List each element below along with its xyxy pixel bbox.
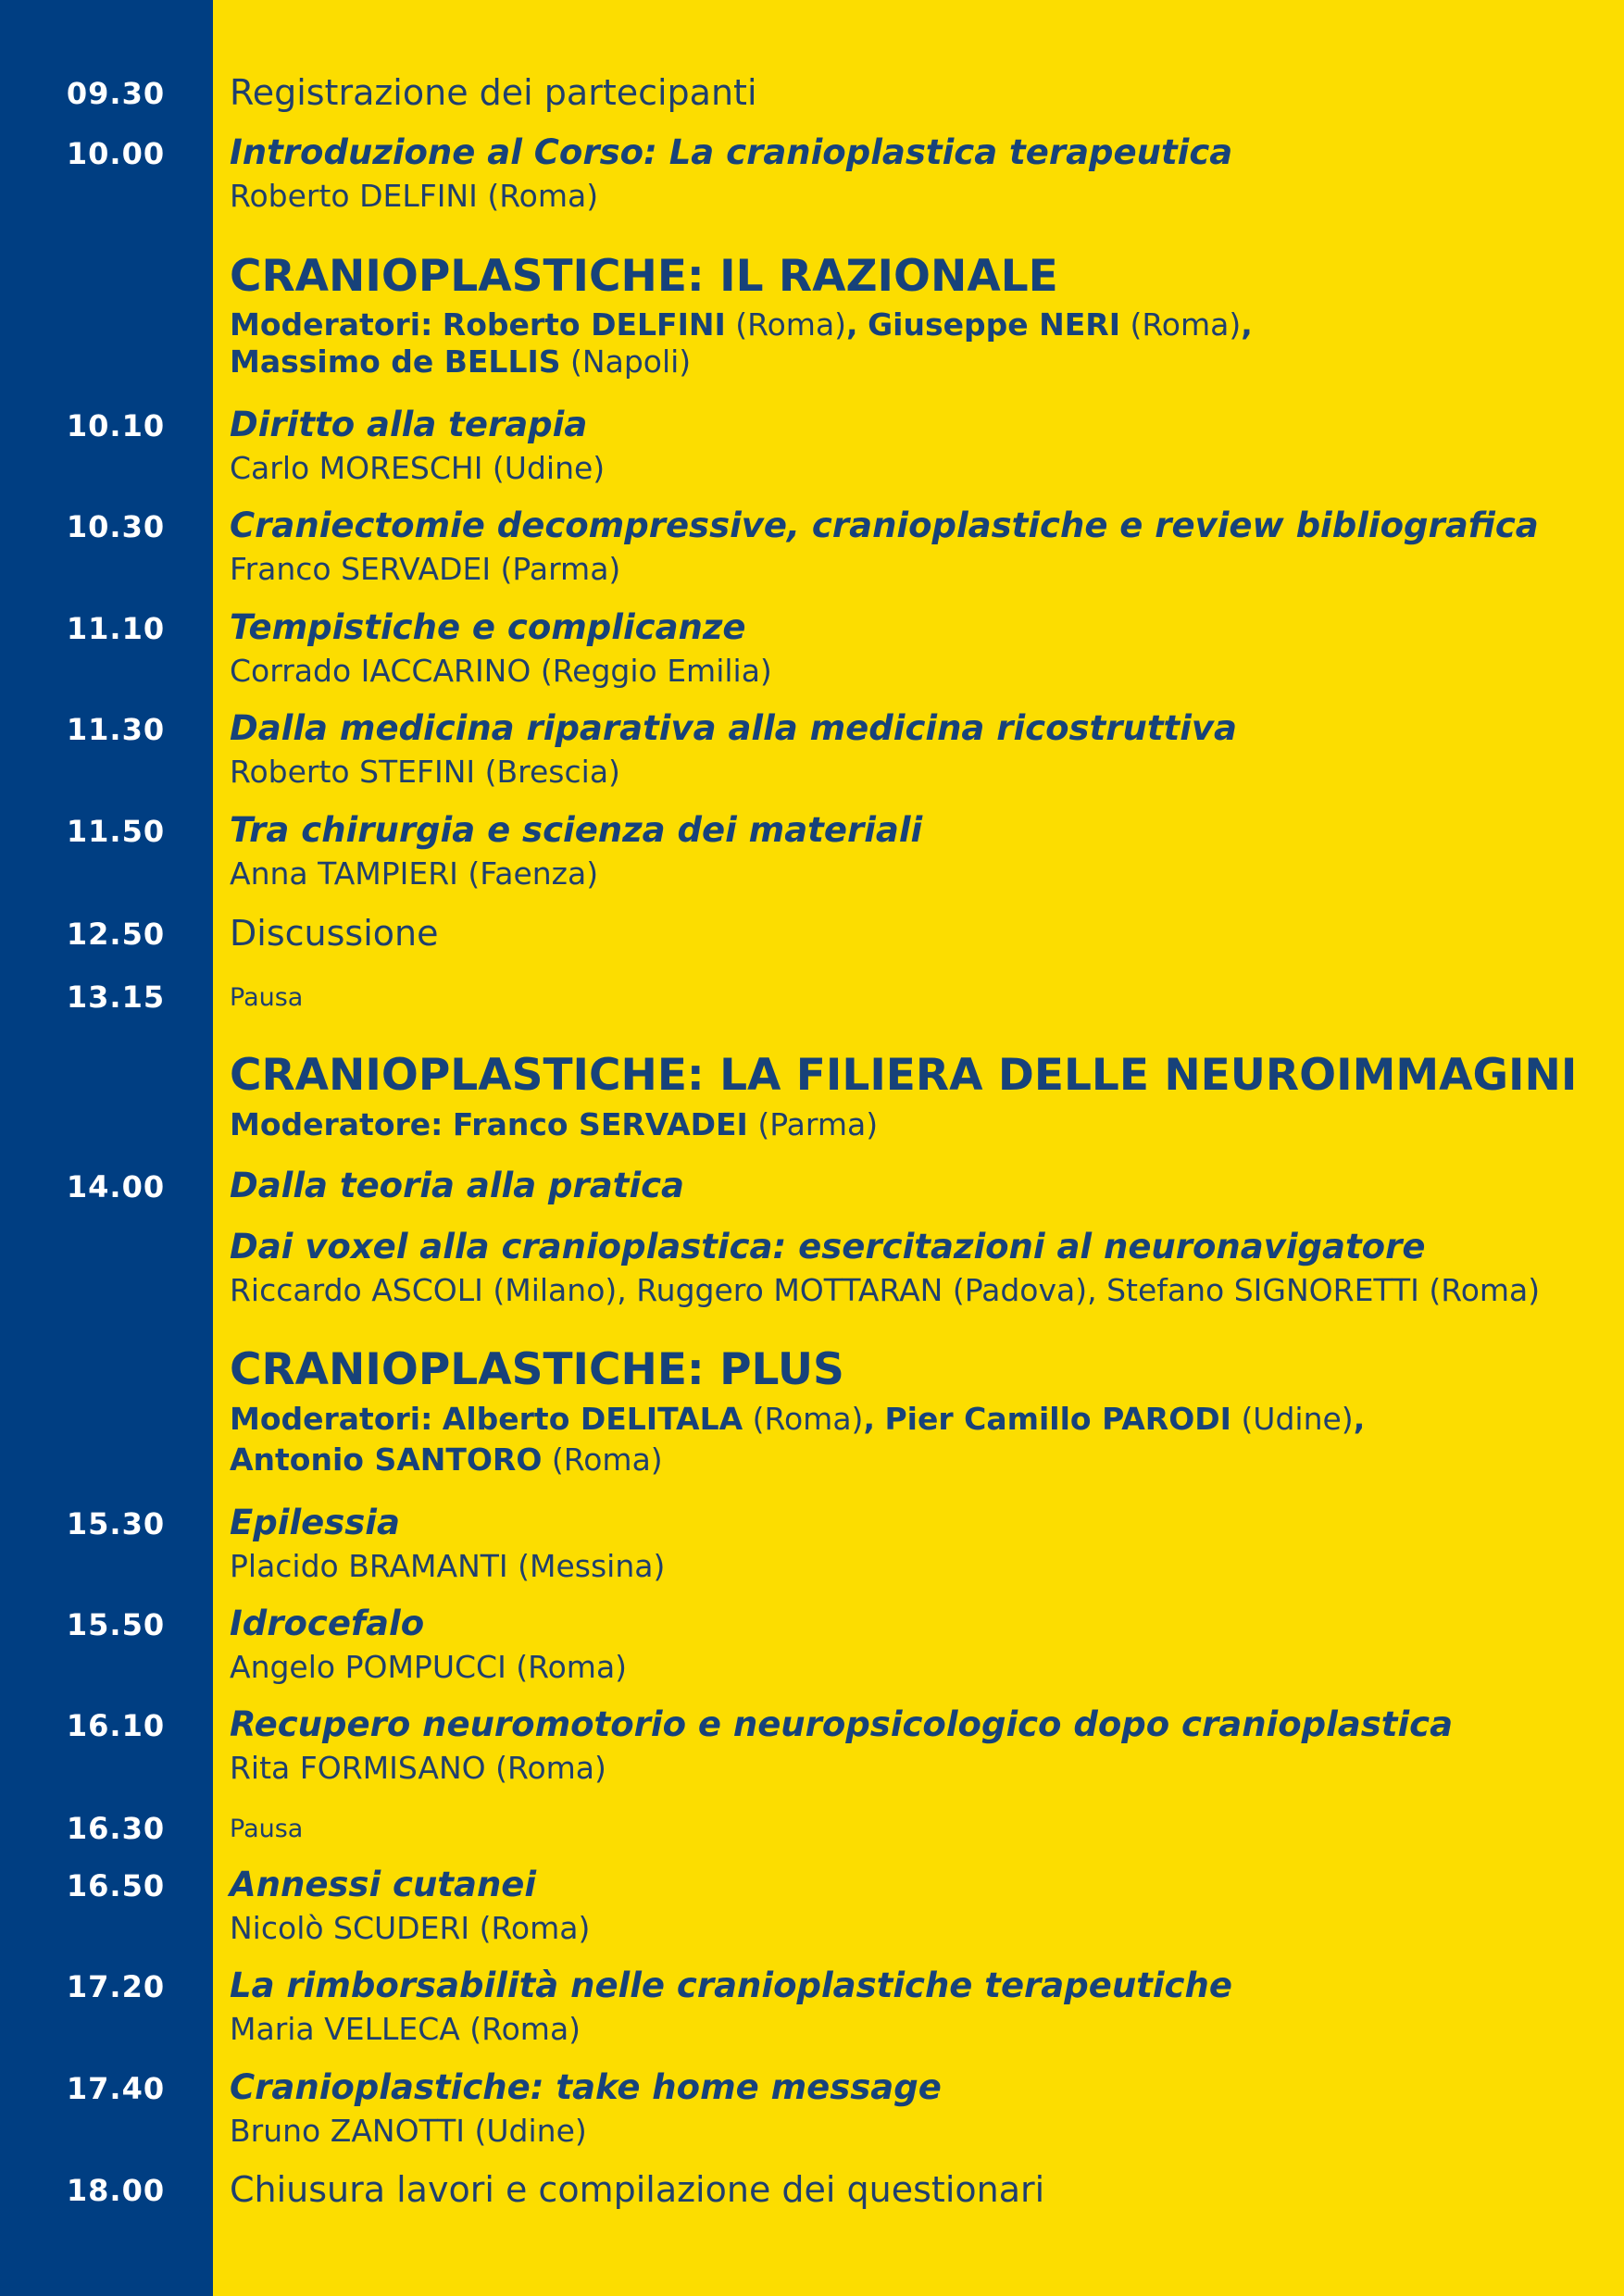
time-label: 12.50	[66, 917, 166, 952]
talk-title: Tempistiche e complicanze	[230, 607, 746, 647]
talk-title: Craniectomie decompressive, cranioplastiche e review bibliografica	[230, 505, 1539, 545]
time-label: 14.00	[66, 1169, 166, 1204]
moderators-line: Moderatori: Alberto DELITALA (Roma), Pier Camillo PARODI (Udine),	[230, 1401, 1366, 1437]
time-label: 11.30	[66, 712, 166, 747]
talk-speaker: Roberto DELFINI (Roma)	[230, 178, 599, 214]
section-heading: CRANIOPLASTICHE: PLUS	[230, 1344, 844, 1395]
talk-title: La rimborsabilità nelle cranioplastiche terapeutiche	[230, 1965, 1232, 2005]
time-label: 10.10	[66, 408, 166, 443]
time-label: 11.10	[66, 611, 166, 646]
time-label: 17.40	[66, 2071, 166, 2106]
talk-speaker: Corrado IACCARINO (Reggio Emilia)	[230, 653, 772, 689]
time-label: 18.00	[66, 2173, 166, 2208]
talk-speaker: Nicolò SCUDERI (Roma)	[230, 1910, 591, 1946]
talk-title: Diritto alla terapia	[230, 405, 588, 444]
talk-speaker: Angelo POMPUCCI (Roma)	[230, 1649, 628, 1685]
moderators-line: Moderatori: Roberto DELFINI (Roma), Giuseppe NERI (Roma),	[230, 306, 1253, 343]
talk-title: Epilessia	[230, 1503, 400, 1542]
schedule-text: Discussione	[230, 913, 439, 954]
talk-title: Cranioplastiche: take home message	[230, 2067, 942, 2107]
time-label: 15.30	[66, 1506, 166, 1541]
talk-speaker: Riccardo ASCOLI (Milano), Ruggero MOTTARAN (Padova), Stefano SIGNORETTI (Roma)	[230, 1272, 1541, 1308]
talk-speaker: Rita FORMISANO (Roma)	[230, 1750, 606, 1786]
time-label: 11.50	[66, 814, 166, 849]
break-label: Pausa	[230, 1815, 304, 1843]
talk-speaker: Placido BRAMANTI (Messina)	[230, 1548, 666, 1584]
moderators-line: Massimo de BELLIS (Napoli)	[230, 343, 692, 380]
talk-title: Tra chirurgia e scienza dei materiali	[230, 810, 923, 850]
talk-speaker: Bruno ZANOTTI (Udine)	[230, 2113, 587, 2149]
time-label: 15.50	[66, 1607, 166, 1642]
talk-title: Recupero neuromotorio e neuropsicologico dopo cranioplastica	[230, 1704, 1454, 1744]
time-label: 17.20	[66, 1969, 166, 2004]
talk-speaker: Anna TAMPIERI (Faenza)	[230, 855, 599, 892]
talk-title: Introduzione al Corso: La cranioplastica terapeutica	[230, 132, 1233, 172]
moderators-line: Antonio SANTORO (Roma)	[230, 1441, 663, 1478]
time-label: 10.00	[66, 136, 166, 171]
talk-title: Idrocefalo	[230, 1603, 425, 1643]
time-label: 10.30	[66, 509, 166, 544]
section-heading: CRANIOPLASTICHE: IL RAZIONALE	[230, 251, 1058, 302]
time-label: 16.50	[66, 1868, 166, 1903]
talk-title: Dalla medicina riparativa alla medicina ricostruttiva	[230, 708, 1237, 748]
time-label: 16.10	[66, 1708, 166, 1743]
break-label: Pausa	[230, 983, 304, 1012]
talk-speaker: Maria VELLECA (Roma)	[230, 2011, 581, 2047]
talk-title: Dalla teoria alla pratica	[230, 1166, 685, 1205]
talk-speaker: Roberto STEFINI (Brescia)	[230, 754, 620, 790]
talk-title: Annessi cutanei	[230, 1865, 537, 1904]
talk-speaker: Carlo MORESCHI (Udine)	[230, 450, 606, 486]
time-label: 09.30	[66, 76, 166, 111]
time-label: 16.30	[66, 1811, 166, 1846]
schedule-text: Chiusura lavori e compilazione dei questionari	[230, 2169, 1045, 2210]
time-label: 13.15	[66, 980, 166, 1015]
talk-title: Dai voxel alla cranioplastica: esercitazioni al neuronavigatore	[230, 1227, 1426, 1267]
moderators-line: Moderatore: Franco SERVADEI (Parma)	[230, 1106, 879, 1142]
schedule-text: Registrazione dei partecipanti	[230, 72, 757, 113]
section-heading: CRANIOPLASTICHE: LA FILIERA DELLE NEUROIMMAGINI	[230, 1050, 1578, 1101]
talk-speaker: Franco SERVADEI (Parma)	[230, 551, 621, 587]
